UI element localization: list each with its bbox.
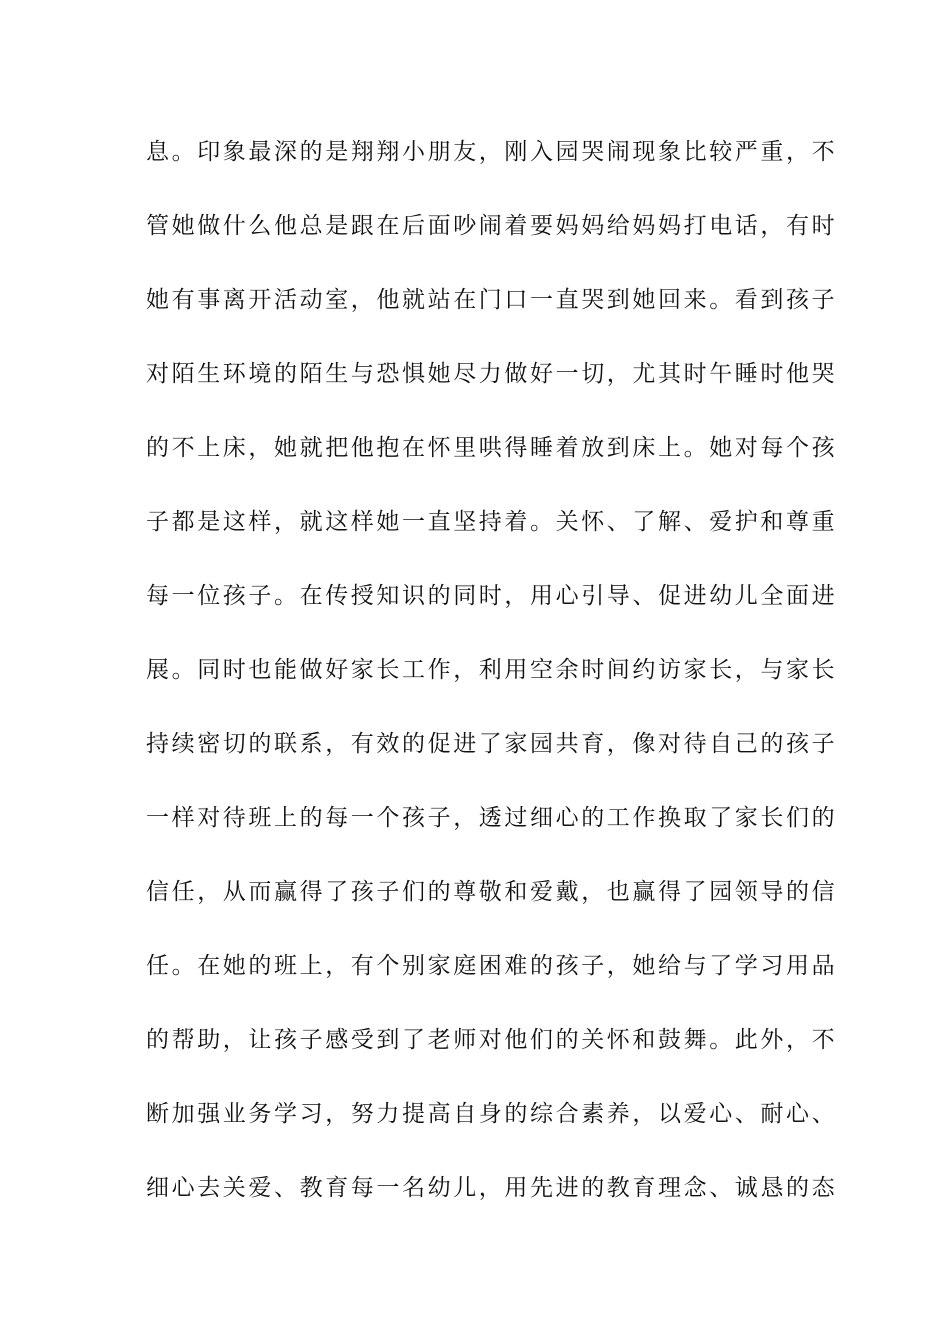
text-line: 管她做什么他总是跟在后面吵闹着要妈妈给妈妈打电话，有时: [146, 213, 838, 239]
text-line: 展。同时也能做好家长工作，利用空余时间约访家长，与家长: [146, 657, 838, 683]
text-line: 的帮助，让孩子感受到了老师对他们的关怀和鼓舞。此外，不: [146, 1027, 838, 1053]
text-line: 信任，从而赢得了孩子们的尊敬和爱戴，也赢得了园领导的信: [146, 879, 838, 905]
text-line: 的不上床，她就把他抱在怀里哄得睡着放到床上。她对每个孩: [146, 435, 838, 461]
text-line: 她有事离开活动室，他就站在门口一直哭到她回来。看到孩子: [146, 287, 838, 313]
text-line: 任。在她的班上，有个别家庭困难的孩子，她给与了学习用品: [146, 953, 838, 979]
text-line: 一样对待班上的每一个孩子，透过细心的工作换取了家长们的: [146, 805, 838, 831]
text-line: 断加强业务学习，努力提高自身的综合素养，以爱心、耐心、: [146, 1101, 838, 1127]
body-text: [146, 130, 838, 1240]
text-line: 每一位孩子。在传授知识的同时，用心引导、促进幼儿全面进: [146, 583, 838, 609]
text-line: 子都是这样，就这样她一直坚持着。关怀、了解、爱护和尊重: [146, 509, 838, 535]
text-line: 对陌生环境的陌生与恐惧她尽力做好一切，尤其时午睡时他哭: [146, 361, 838, 387]
text-line: 持续密切的联系，有效的促进了家园共育，像对待自己的孩子: [146, 731, 838, 757]
text-line: 息。印象最深的是翔翔小朋友，刚入园哭闹现象比较严重，不: [146, 139, 838, 165]
text-line: 细心去关爱、教育每一名幼儿，用先进的教育理念、诚恳的态: [146, 1175, 838, 1201]
